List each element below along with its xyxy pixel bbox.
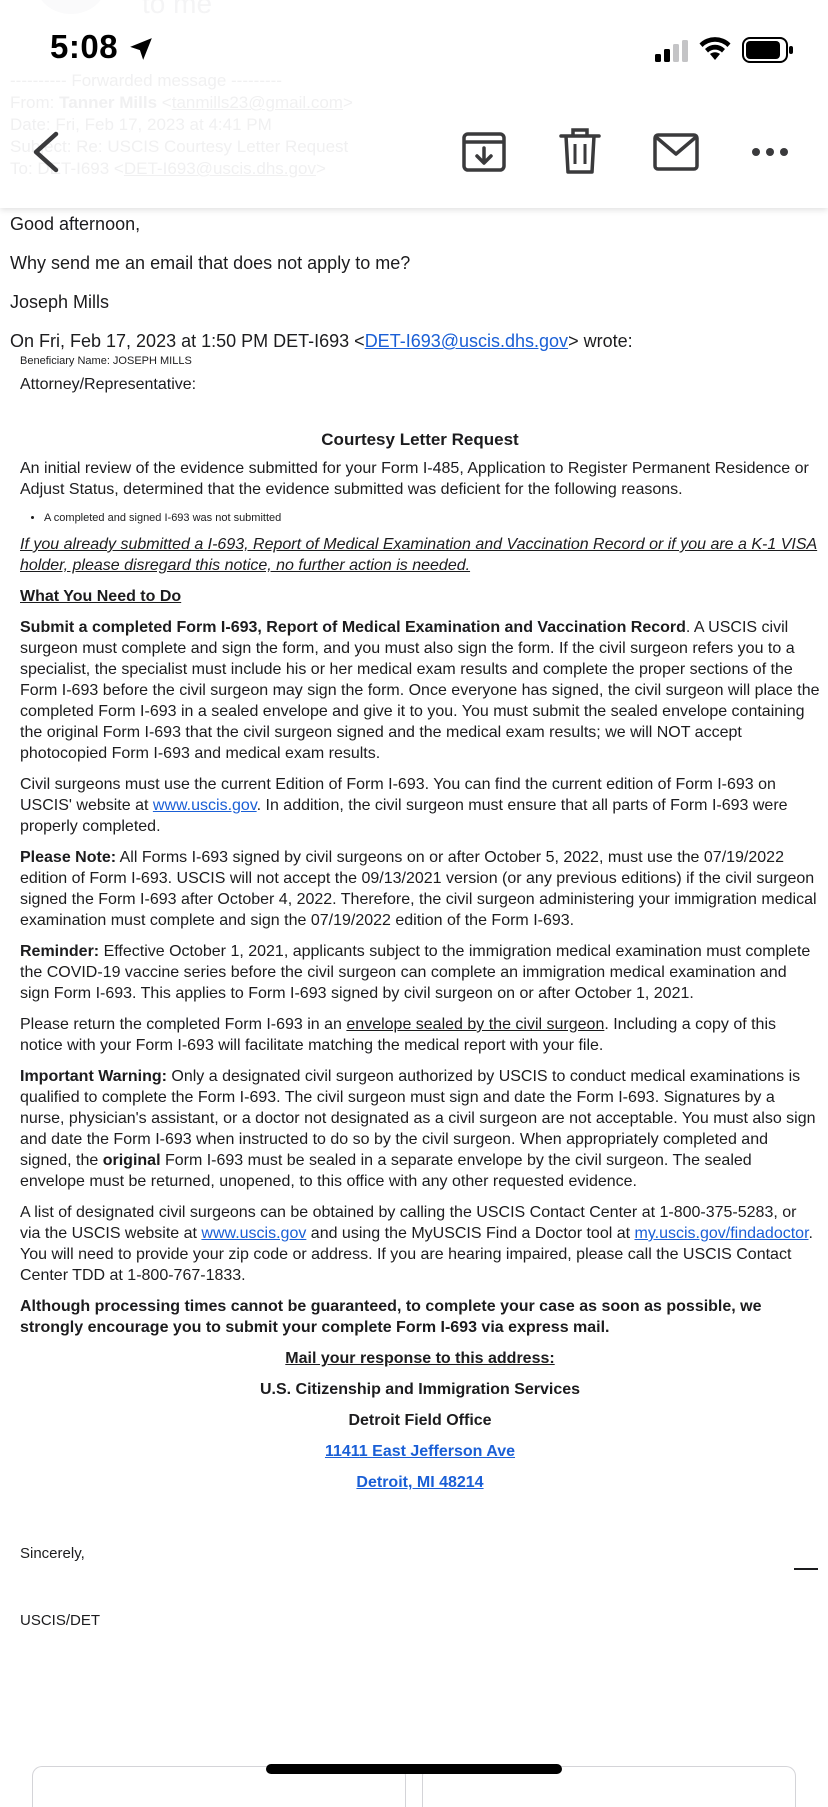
processing-paragraph: Although processing times cannot be guaranteed, to complete your case as soon as possible, we strongly encourage you to submit your complete Form I-693 via express mail. <box>20 1298 762 1336</box>
beneficiary-name: Beneficiary Name: JOSEPH MILLS <box>20 355 192 367</box>
surgeon-list-paragraph: A list of designated civil surgeons can be obtained by calling the USCIS Contact Center at 1-800-375-5283, or via the USCIS website at www.uscis.gov and using the MyUSCIS Find a Doctor tool at my.uscis.gov/findadoctor. You will need to provide your zip code or address. If you are hearing impaired, please call the USCIS Contact Center TDD at 1-800-767-1833. <box>20 1204 813 1284</box>
spacer <box>20 1574 820 1610</box>
edition-paragraph: Civil surgeons must use the current Edition of Form I-693. You can find the current edition of Form I-693 on USCIS' website at www.uscis.gov. In addition, the civil surgeon must ensure that all parts of Form I-693 were properly completed. <box>20 776 788 835</box>
location-arrow-icon <box>128 36 154 62</box>
attorney-line: Attorney/Representative: <box>20 376 197 393</box>
uscis-link[interactable]: www.uscis.gov <box>152 797 257 814</box>
list-item: • A completed and signed I-693 was not submitted <box>44 510 820 526</box>
reply-question: Why send me an email that does not apply to me? <box>10 253 411 273</box>
address-street-link[interactable]: 11411 East Jefferson Ave <box>324 1443 516 1460</box>
archive-icon[interactable] <box>460 128 508 174</box>
uscis-link-2[interactable]: www.uscis.gov <box>201 1225 307 1242</box>
mail-envelope-icon[interactable] <box>652 132 700 172</box>
back-chevron-icon[interactable] <box>24 128 72 176</box>
address-office: Detroit Field Office <box>348 1412 492 1429</box>
mail-heading: Mail your response to this address: <box>285 1350 555 1367</box>
warning-paragraph: Important Warning: Only a designated civil surgeon authorized by USCIS to conduct medical examinations is qualified to complete the Form I-693. The civil surgeon must sign and date the Form I-693. Signatures by a nurse, physician's assistant, or a doctor not designated as a civil surgeon are not acceptable. You must also sign and date the Form I-693 when instructed to do so by the civil surgeon. When appropriately completed and signed, the original Form I-693 must be sealed in a separate envelope by the civil surgeon. The sealed envelope must be returned, unopened, to this office with any other requested evidence. <box>20 1068 816 1190</box>
spacer <box>20 1503 820 1543</box>
section-heading: What You Need to Do <box>20 588 182 605</box>
return-paragraph: Please return the completed Form I-693 in an envelope sealed by the civil surgeon. Including a copy of this notice with your Form I-693 will facilitate matching the medical report with your file. <box>20 1016 776 1054</box>
wifi-icon <box>698 36 732 62</box>
closing: Sincerely, <box>20 1545 85 1562</box>
reply-greeting: Good afternoon, <box>10 214 141 234</box>
deficiency-list <box>20 510 820 526</box>
disregard-notice: If you already submitted a I-693, Report of Medical Examination and Vaccination Record or if you are a K-1 VISA holder, please disregard this notice, no further action is needed. <box>20 536 818 574</box>
reply-signature: Joseph Mills <box>10 292 110 312</box>
trash-icon[interactable] <box>558 126 602 176</box>
intro-paragraph: An initial review of the evidence submitted for your Form I-485, Application to Register Permanent Residence or Adjust Status, determined that the evidence submitted was deficient for the following reasons. <box>20 460 809 498</box>
home-indicator[interactable] <box>266 1764 562 1774</box>
reply-body <box>10 212 820 367</box>
quote-header: On Fri, Feb 17, 2023 at 1:50 PM DET-I693 <DET-I693@uscis.dhs.gov> wrote: <box>10 331 633 351</box>
quoted-letter <box>20 354 820 1641</box>
status-time: 5:08 <box>50 28 119 65</box>
divider-dash <box>794 1568 818 1570</box>
sign-off: USCIS/DET <box>20 1612 101 1629</box>
reminder-paragraph: Reminder: Effective October 1, 2021, applicants subject to the immigration medical examination must complete the COVID-19 vaccine series before the civil surgeon can complete an immigration medical examination and sign Form I-693. This applies to Form I-693 signed by civil surgeon on or after October 1, 2021. <box>20 943 811 1002</box>
more-options-icon[interactable] <box>750 140 790 164</box>
address-city-link[interactable]: Detroit, MI 48214 <box>356 1474 484 1491</box>
top-bar <box>0 0 828 208</box>
letter-title: Courtesy Letter Request <box>321 430 519 449</box>
battery-icon <box>742 37 794 63</box>
quote-email-link[interactable]: DET-I693@uscis.dhs.gov <box>364 331 569 351</box>
submit-paragraph: Submit a completed Form I-693, Report of Medical Examination and Vaccination Record. A USCIS civil surgeon must complete and sign the form, and you must also sign the form. If the civil surgeon refers you to a specialist, the specialist must include his or her medical exam results and complete the proper sections of the Form I-693 before the civil surgeon may sign the form. Once everyone has signed, the civil surgeon will place the completed Form I-693 in a sealed envelope and give it to you. You must submit the sealed envelope containing the original Form I-693 that the civil surgeon signed and the medical exam results; we will NOT accept photocopied Form I-693 and medical exam results. <box>20 619 820 762</box>
find-doctor-link[interactable]: my.uscis.gov/findadoctor <box>634 1225 809 1242</box>
note-paragraph: Please Note: All Forms I-693 signed by civil surgeons on or after October 5, 2022, must use the 07/19/2022 edition of Form I-693. USCIS will not accept the 09/13/2021 version (or any previous editions) if the civil surgeon signed the Form I-693 after October 4, 2022. Therefore, the civil surgeon administering your immigration medical examination must complete and sign the 07/19/2022 edition of the Form I-693. <box>20 849 817 929</box>
address-org: U.S. Citizenship and Immigration Services <box>259 1381 581 1398</box>
cellular-signal-icon <box>655 40 691 62</box>
